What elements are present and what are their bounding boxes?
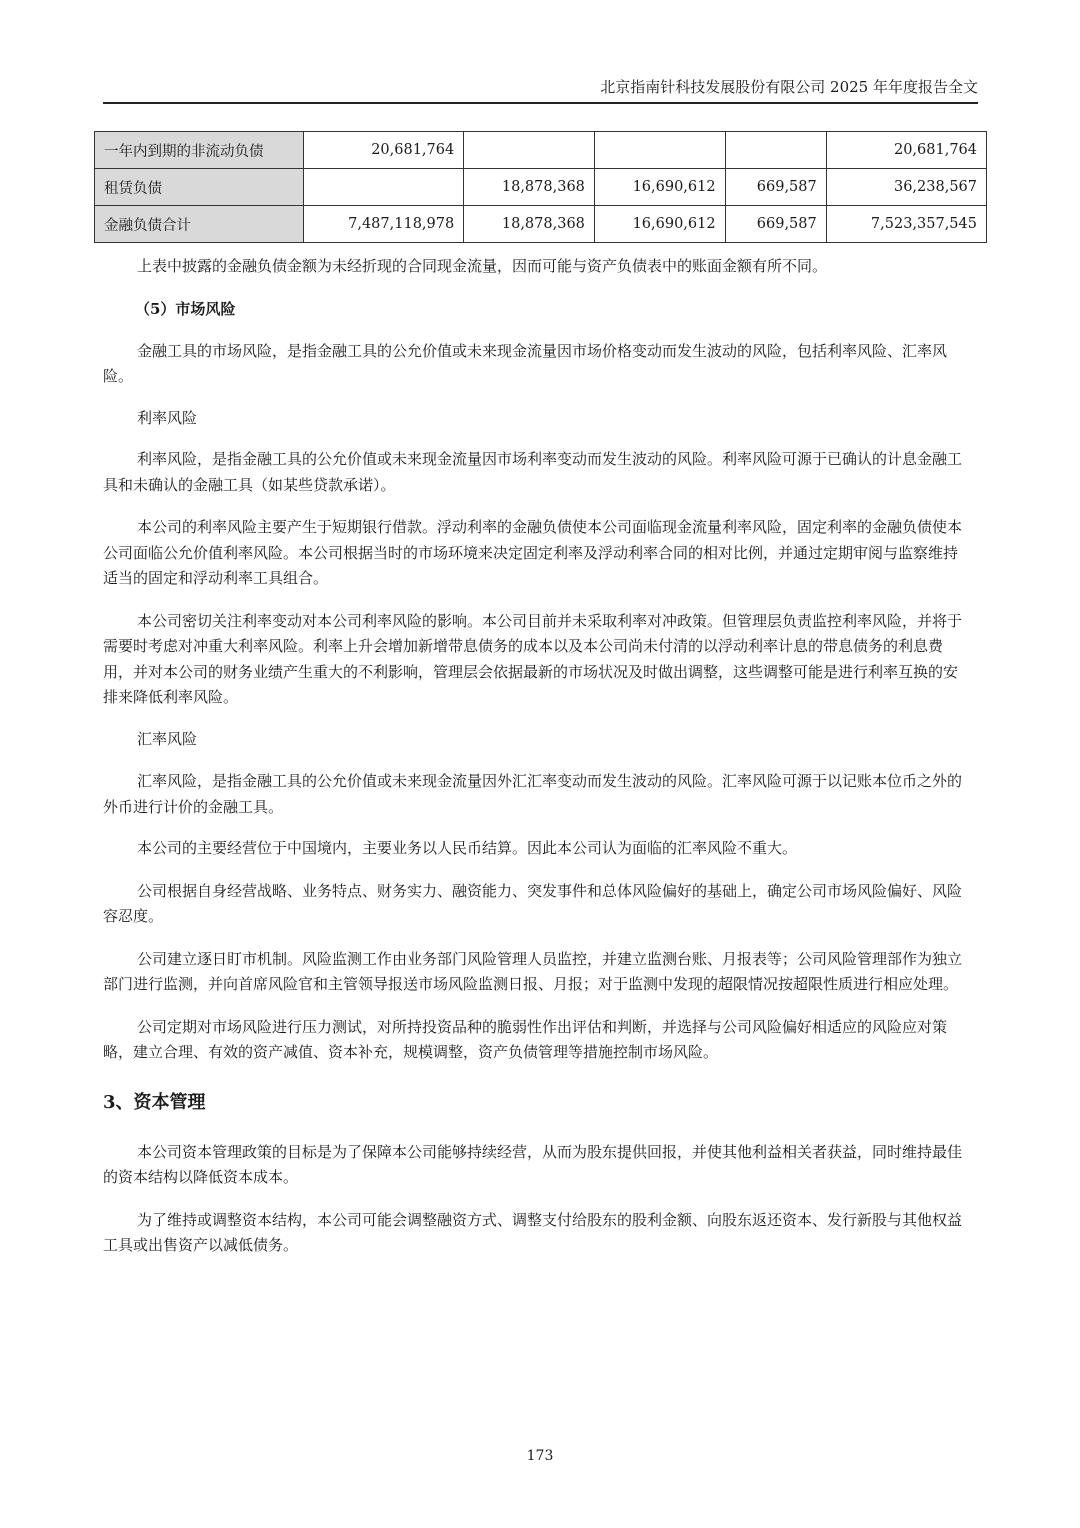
table-cell: 18,878,368 bbox=[464, 206, 595, 243]
table-note: 上表中披露的金融负债金额为未经折现的合同现金流量，因而可能与资产负债表中的账面金额有所不同。 bbox=[137, 257, 828, 275]
table-cell: 7,523,357,545 bbox=[826, 206, 986, 243]
table-cell: 20,681,764 bbox=[826, 132, 986, 169]
table-cell: 16,690,612 bbox=[594, 206, 725, 243]
table-cell bbox=[464, 132, 595, 169]
row-label: 租赁负债 bbox=[95, 169, 304, 206]
fx-risk-paragraph-1: 汇率风险，是指金融工具的公允价值或未来现金流量因外汇汇率变动而发生波动的风险。汇率风险可源于以记账本位币之外的外币进行计价的金融工具。 bbox=[103, 772, 963, 816]
page-number: 173 bbox=[526, 1448, 554, 1464]
interest-risk-paragraph-3: 本公司密切关注利率变动对本公司利率风险的影响。本公司目前并未采取利率对冲政策。但管理层负责监控利率风险，并将于需要时考虑对冲重大利率风险。利率上升会增加新增带息债务的成本以及本公司尚未付清的以浮动利率计息的带息债务的利息费用，并对本公司的财务业绩产生重大的不利影响，管理层会依据最新的市场状况及时做出调整，这些调整可能是进行利率互换的安排来降低利率风险。 bbox=[103, 611, 963, 706]
interest-risk-paragraph-2: 本公司的利率风险主要产生于短期银行借款。浮动利率的金融负债使本公司面临现金流量利率风险，固定利率的金融负债使本公司面临公允价值利率风险。本公司根据当时的市场环境来决定固定利率及浮动利率合同的相对比例，并通过定期审阅与监察维持适当的固定和浮动利率工具组合。 bbox=[103, 518, 963, 587]
table-cell: 669,587 bbox=[725, 169, 826, 206]
table-cell bbox=[725, 132, 826, 169]
risk-monitoring-paragraph: 公司建立逐日盯市机制。风险监测工作由业务部门风险管理人员监控，并建立监测台账、月报表等；公司风险管理部作为独立部门进行监测，并向首席风险官和主管领导报送市场风险监测日报、月报；对于监测中发现的超限情况按超限性质进行相应处理。 bbox=[103, 949, 963, 993]
market-risk-intro: 金融工具的市场风险，是指金融工具的公允价值或未来现金流量因市场价格变动而发生波动的风险，包括利率风险、汇率风险。 bbox=[103, 341, 948, 385]
page-footer bbox=[0, 1448, 1080, 1464]
capital-paragraph-2: 为了维持或调整资本结构，本公司可能会调整融资方式、调整支付给股东的股利金额、向股东返还资本、发行新股与其他权益工具或出售资产以减低债务。 bbox=[103, 1210, 963, 1254]
capital-management-heading: 3、资本管理 bbox=[103, 1091, 206, 1113]
table-cell: 20,681,764 bbox=[304, 132, 464, 169]
stress-test-paragraph: 公司定期对市场风险进行压力测试，对所持投资品种的脆弱性作出评估和判断，并选择与公司风险偏好相适应的风险应对策略，建立合理、有效的资产减值、资本补充，规模调整，资产负债管理等措施控制市场风险。 bbox=[103, 1017, 948, 1061]
capital-paragraph-1: 本公司资本管理政策的目标是为了保障本公司能够持续经营，从而为股东提供回报，并使其他利益相关者获益，同时维持最佳的资本结构以降低资本成本。 bbox=[103, 1142, 963, 1186]
page-content bbox=[103, 254, 963, 1259]
table-cell: 669,587 bbox=[725, 206, 826, 243]
financial-liabilities-table bbox=[94, 131, 987, 243]
row-label: 一年内到期的非流动负债 bbox=[95, 132, 304, 169]
header-title: 北京指南针科技发展股份有限公司 2025 年年度报告全文 bbox=[600, 78, 978, 96]
interest-risk-paragraph-1: 利率风险，是指金融工具的公允价值或未来现金流量因市场利率变动而发生波动的风险。利率风险可源于已确认的计息金融工具和未确认的金融工具（如某些贷款承诺）。 bbox=[103, 450, 963, 494]
table-row bbox=[95, 132, 987, 169]
table-row bbox=[95, 206, 987, 243]
table-cell bbox=[594, 132, 725, 169]
table-cell: 7,487,118,978 bbox=[304, 206, 464, 243]
fx-risk-heading: 汇率风险 bbox=[137, 729, 198, 748]
risk-appetite-paragraph: 公司根据自身经营战略、业务特点、财务实力、融资能力、突发事件和总体风险偏好的基础上，确定公司市场风险偏好、风险容忍度。 bbox=[103, 881, 963, 925]
fx-risk-paragraph-2: 本公司的主要经营位于中国境内，主要业务以人民币结算。因此本公司认为面临的汇率风险不重大。 bbox=[137, 839, 798, 857]
table-cell: 36,238,567 bbox=[826, 169, 986, 206]
row-label: 金融负债合计 bbox=[95, 206, 304, 243]
page-header bbox=[103, 76, 978, 104]
interest-risk-heading: 利率风险 bbox=[137, 408, 198, 427]
table-cell: 18,878,368 bbox=[464, 169, 595, 206]
table-cell: 16,690,612 bbox=[594, 169, 725, 206]
market-risk-heading: （5）市场风险 bbox=[135, 299, 236, 318]
table-cell bbox=[304, 169, 464, 206]
table-row bbox=[95, 169, 987, 206]
